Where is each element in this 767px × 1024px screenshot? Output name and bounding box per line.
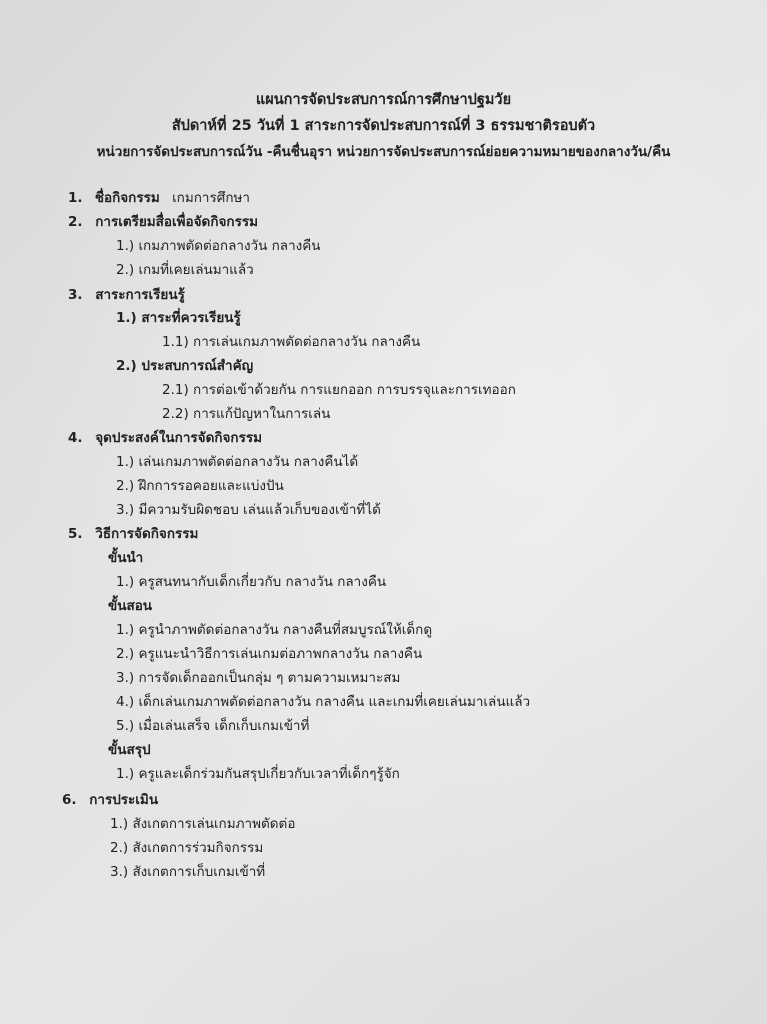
section-6-number: 6.: [62, 792, 77, 808]
section-1: [68, 186, 250, 208]
section-3-title: สาระการเรียนรู้: [95, 287, 185, 303]
section-2-number: 2.: [68, 214, 83, 230]
section-4-title: จุดประสงค์ในการจัดกิจกรรม: [95, 430, 263, 446]
list-item: 3.) สังเกตการเก็บเกมเข้าที่: [110, 864, 266, 880]
section-1-title: ชื่อกิจกรรม: [94, 190, 160, 206]
section-4-number: 4.: [68, 430, 83, 446]
section-3-subheading-content: 1.) สาระที่ควรเรียนรู้: [116, 310, 241, 326]
list-item: 3.) มีความรับผิดชอบ เล่นแล้วเก็บของเข้าที่ได้: [116, 502, 381, 518]
document-title: แผนการจัดประสบการณ์การศึกษาปฐมวัย: [255, 92, 512, 108]
list-item: 2.) ฝึกการรอคอยและแบ่งปัน: [116, 478, 284, 494]
list-item: 1.) เล่นเกมภาพตัดต่อกลางวัน กลางคืนได้: [116, 454, 359, 470]
section-6-heading: [62, 788, 158, 810]
document-subtitle-unit: หน่วยการจัดประสบการณ์วัน -คืนชื่นอุรา หน่วยการจัดประสบการณ์ย่อยความหมายของกลางวัน/คืน: [96, 144, 671, 160]
list-item: 2.1) การต่อเข้าด้วยกัน การแยกออก การบรรจุและการเทออก: [162, 382, 516, 398]
section-1-number: 1.: [68, 190, 83, 206]
list-item: 1.1) การเล่นเกมภาพตัดต่อกลางวัน กลางคืน: [162, 334, 421, 350]
section-5-title: วิธีการจัดกิจกรรม: [95, 526, 199, 542]
document-subtitle-week: สัปดาห์ที่ 25 วันที่ 1 สาระการจัดประสบการณ์ที่ 3 ธรรมชาติรอบตัว: [171, 118, 596, 134]
section-5-heading: [68, 522, 198, 544]
section-6-title: การประเมิน: [89, 792, 159, 808]
section-3-heading: [68, 283, 185, 305]
list-item: 4.) เด็กเล่นเกมภาพตัดต่อกลางวัน กลางคืน และเกมที่เคยเล่นมาเล่นแล้ว: [116, 694, 531, 710]
section-5-number: 5.: [68, 526, 83, 542]
section-2-heading: [68, 210, 258, 232]
list-item: 2.2) การแก้ปัญหาในการเล่น: [162, 406, 331, 422]
list-item: 1.) ครูและเด็กร่วมกันสรุปเกี่ยวกับเวลาที่เด็กๆรู้จัก: [116, 766, 400, 782]
list-item: 1.) เกมภาพตัดต่อกลางวัน กลางคืน: [116, 238, 321, 254]
section-3-number: 3.: [68, 287, 83, 303]
phase-summary-title: ขั้นสรุป: [108, 742, 151, 758]
list-item: 1.) สังเกตการเล่นเกมภาพตัดต่อ: [110, 816, 296, 832]
section-1-value: เกมการศึกษา: [172, 190, 250, 206]
list-item: 2.) เกมที่เคยเล่นมาแล้ว: [116, 262, 254, 278]
list-item: 5.) เมื่อเล่นเสร็จ เด็กเก็บเกมเข้าที่: [116, 718, 310, 734]
list-item: 2.) ครูแนะนำวิธีการเล่นเกมต่อภาพกลางวัน กลางคืน: [116, 646, 423, 662]
section-3-subheading-experience: 2.) ประสบการณ์สำคัญ: [116, 358, 254, 374]
phase-intro-title: ขั้นนำ: [108, 550, 144, 566]
list-item: 1.) ครูนำภาพตัดต่อกลางวัน กลางคืนที่สมบูรณ์ให้เด็กดู: [116, 622, 433, 638]
phase-teach-title: ขั้นสอน: [108, 598, 153, 614]
list-item: 1.) ครูสนทนากับเด็กเกี่ยวกับ กลางวัน กลางคืน: [116, 574, 387, 590]
list-item: 3.) การจัดเด็กออกเป็นกลุ่ม ๆ ตามความเหมาะสม: [116, 670, 401, 686]
list-item: 2.) สังเกตการร่วมกิจกรรม: [110, 840, 264, 856]
section-4-heading: [68, 426, 262, 448]
section-2-title: การเตรียมสื่อเพื่อจัดกิจกรรม: [95, 214, 258, 230]
